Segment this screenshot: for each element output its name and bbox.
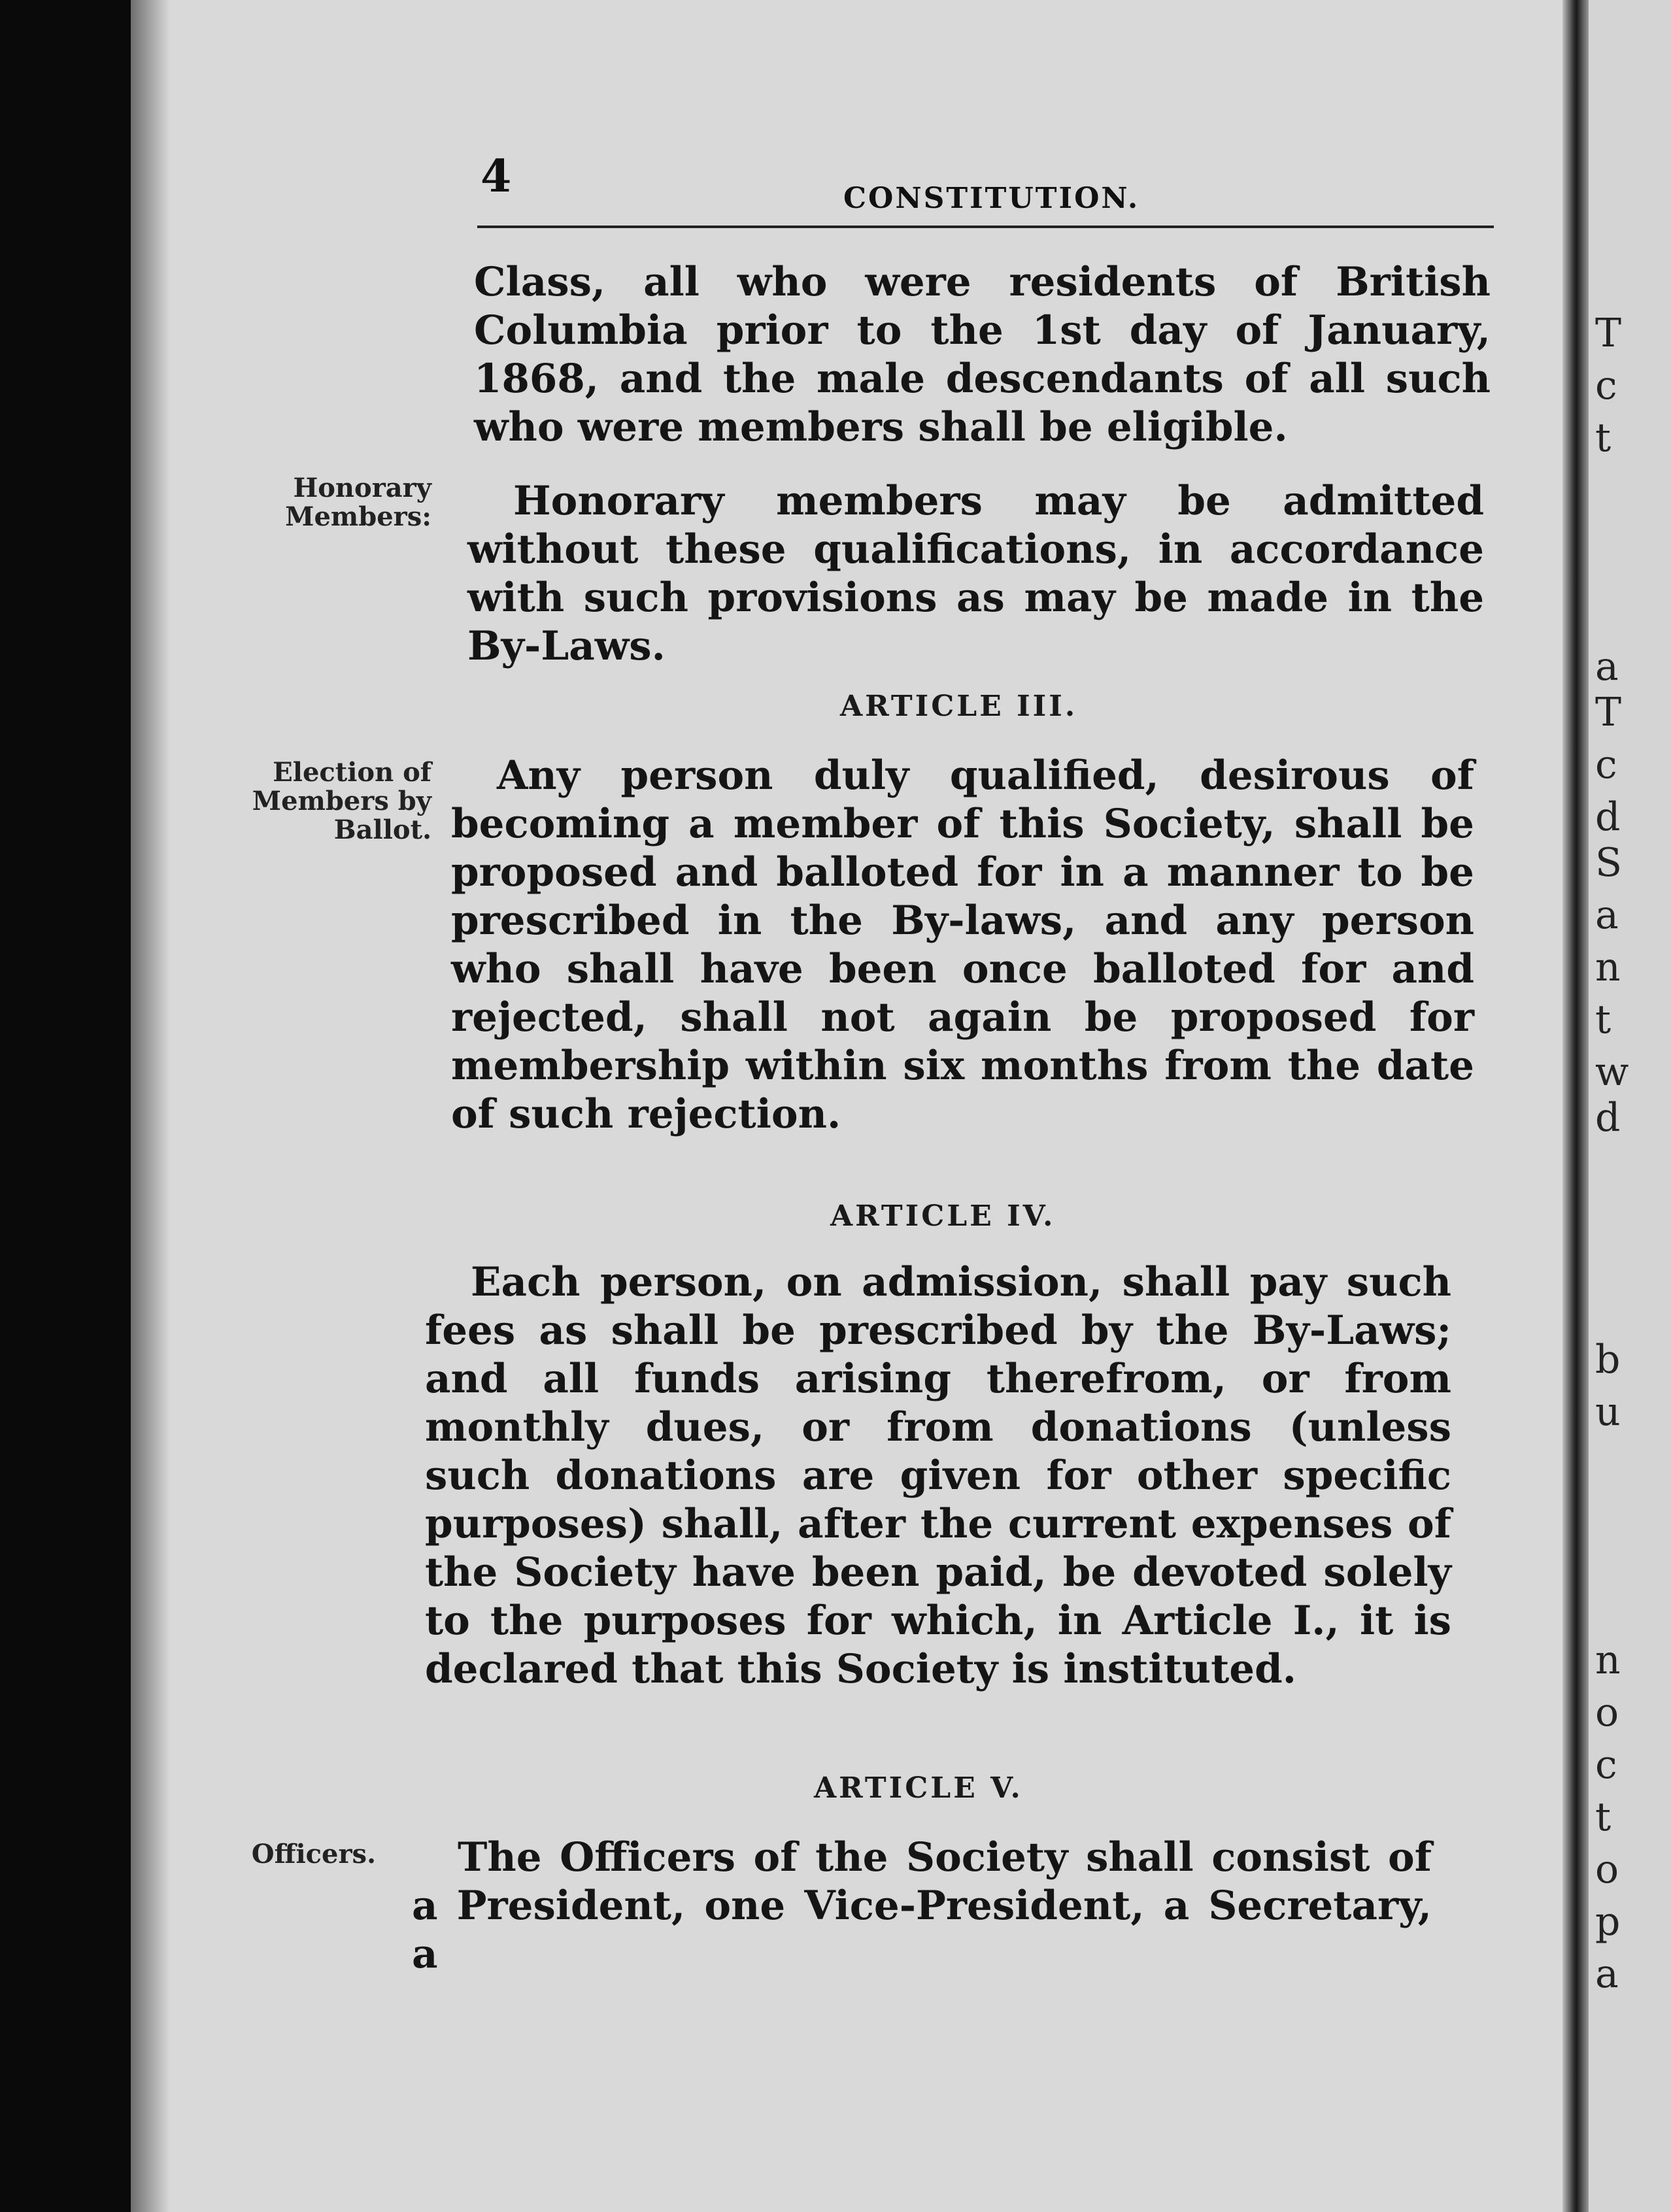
paragraph-officers: The Officers of the Society shall consist of a President, one Vice-President, a Secretary, a <box>412 1834 1432 1977</box>
margin-note-honorary: Honorary Members: <box>285 473 431 532</box>
facing-page-letter: u <box>1595 1389 1621 1435</box>
paragraph-honorary-members: Honorary members may be admitted without these qualifications, in accordance with such provisions as may be made in the By-Laws. <box>467 478 1484 669</box>
facing-page-letter: b <box>1595 1337 1621 1382</box>
facing-page-letter: p <box>1595 1899 1621 1945</box>
facing-page-letter: t <box>1595 1794 1612 1840</box>
header-rule <box>477 226 1494 228</box>
page-edge-shadow <box>131 0 170 2212</box>
facing-page-letter: t <box>1595 997 1612 1043</box>
page-number: 4 <box>481 150 512 203</box>
article-5-heading: ARTICLE V. <box>814 1771 1023 1805</box>
paragraph-fees-and-funds: Each person, on admission, shall pay such fees as shall be prescribed by the By-Laws; and all funds arising therefrom, or from monthly dues, or from donations (unless such donations are given for other specific purposes) shall, after the current expenses of the Society have been paid, be devoted solely to the purposes for which, in Article I., it is declared that this Society is instituted. <box>425 1259 1451 1692</box>
facing-page-letter: n <box>1595 945 1621 990</box>
facing-page-letter: d <box>1595 794 1621 840</box>
paragraph-election-by-ballot: Any person duly qualified, desirous of becoming a member of this Society, shall be proposed and balloted for in a manner to be prescribed in the By-laws, and any person who shall have been once balloted for and rejected, shall not again be proposed for membership within six months from the date of such rejection. <box>451 752 1474 1137</box>
article-4-heading: ARTICLE IV. <box>830 1199 1056 1233</box>
facing-page-letter: c <box>1595 363 1617 409</box>
facing-page-letter: S <box>1595 840 1623 886</box>
facing-page-letter: T <box>1595 310 1622 356</box>
facing-page-letter: w <box>1595 1049 1629 1095</box>
margin-note-election: Election of Members by Ballot. <box>252 757 431 845</box>
facing-page-letter: a <box>1595 892 1619 938</box>
facing-page-letter: o <box>1595 1847 1619 1892</box>
paragraph-membership-class: Class, all who were residents of British Columbia prior to the 1st day of January, 1868, and the male descendants of all such who were members shall be eligible. <box>474 259 1491 450</box>
facing-page-letter: n <box>1595 1637 1621 1683</box>
facing-page-letter: o <box>1595 1690 1619 1735</box>
facing-page-letter: T <box>1595 690 1622 735</box>
running-title: CONSTITUTION. <box>843 182 1140 215</box>
facing-page-letter: a <box>1595 1951 1619 1997</box>
facing-page-fragment <box>1589 0 1671 2212</box>
facing-page-letter: d <box>1595 1095 1621 1141</box>
facing-page-letter: c <box>1595 742 1617 788</box>
facing-page-letter: a <box>1595 644 1619 690</box>
facing-page-letter: t <box>1595 415 1612 461</box>
book-gutter <box>1562 0 1589 2212</box>
margin-note-officers: Officers. <box>251 1839 376 1869</box>
article-3-heading: ARTICLE III. <box>840 690 1078 723</box>
facing-page-letter: c <box>1595 1742 1617 1788</box>
